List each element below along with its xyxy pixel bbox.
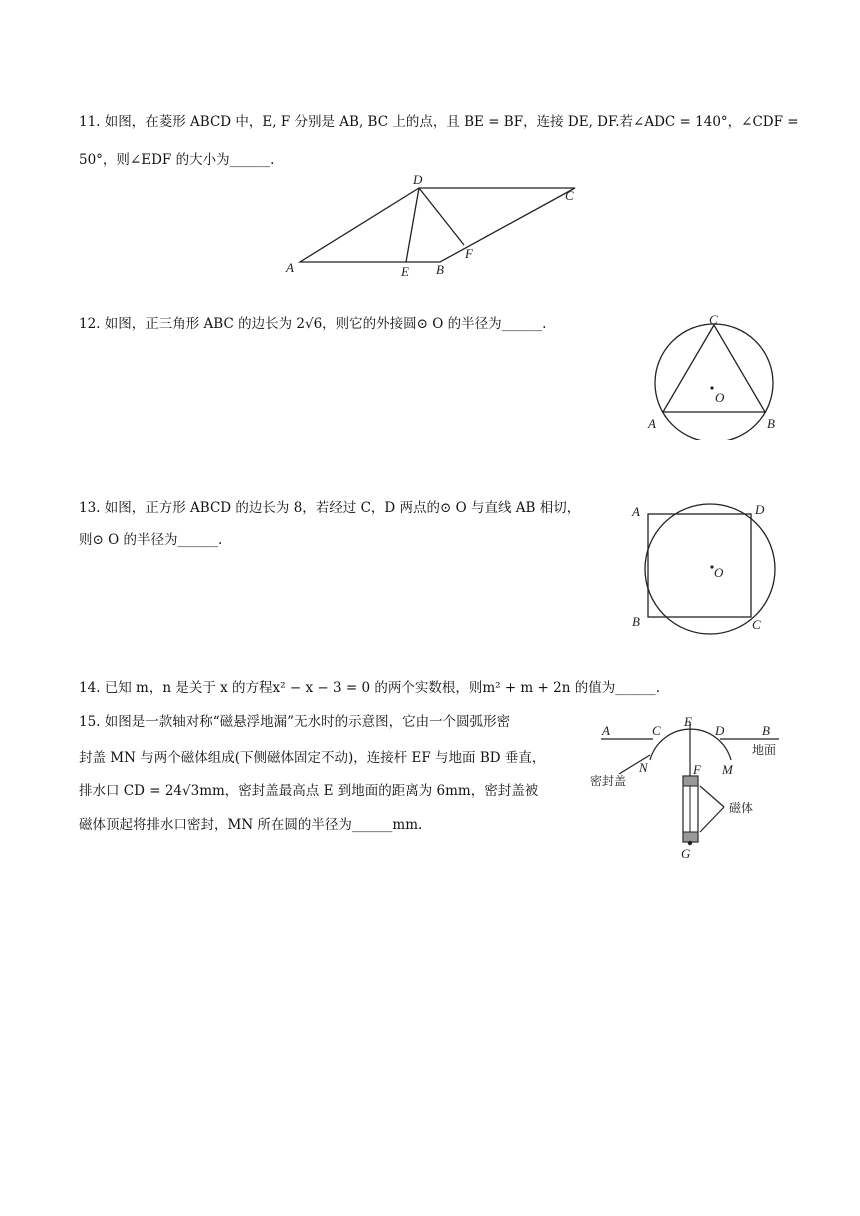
label-c: C (709, 312, 718, 327)
label-f: F (465, 246, 473, 261)
label-d: D (413, 172, 423, 187)
label-a: A (602, 723, 610, 738)
label-b: B (436, 262, 444, 277)
label-d: D (755, 502, 765, 517)
label-a: A (632, 504, 640, 519)
q12-triangle-circle-figure (640, 310, 790, 440)
circumcircle-o (655, 324, 773, 440)
triangle-abc (663, 325, 765, 412)
label-f: F (693, 762, 701, 777)
point-g (688, 841, 692, 845)
magnet-top (683, 776, 698, 786)
q12-text-line1: 12. 如图，正三角形 ABC 的边长为 2√6，则它的外接圆⊙ O 的半径为______. (79, 316, 547, 332)
label-c: C (752, 617, 761, 632)
segment-de (406, 188, 419, 262)
label-e: E (684, 714, 692, 729)
label-n: N (639, 760, 648, 775)
label-g: G (681, 846, 691, 861)
q14-text-line1: 14. 已知 m，n 是关于 x 的方程x² − x − 3 = 0 的两个实数根，则m² + m + 2n 的值为______. (79, 680, 660, 696)
q15-text-line4: 磁体顶起将排水口密封，MN 所在圆的半径为______mm. (79, 817, 423, 833)
label-ground: 地面 (752, 743, 777, 757)
magnet-pointer-top (700, 786, 724, 807)
label-magnet: 磁体 (729, 801, 754, 815)
label-a: A (286, 260, 294, 275)
magnet-pointer-bottom (700, 807, 724, 832)
square-abcd (648, 514, 751, 617)
label-d: D (715, 723, 725, 738)
label-m: M (722, 762, 733, 777)
q13-text-line2: 则⊙ O 的半径为______. (79, 532, 223, 548)
label-o: O (715, 390, 725, 405)
q11-rhombus-figure (280, 170, 590, 280)
circle-o (645, 504, 775, 634)
q15-text-line3: 排水口 CD = 24√3mm，密封盖最高点 E 到地面的距离为 6mm，密封盖被 (79, 783, 539, 799)
label-e: E (401, 264, 409, 279)
q13-square-circle-figure (622, 498, 782, 638)
q11-text-line1: 11. 如图，在菱形 ABCD 中，E, F 分别是 AB, BC 上的点，且 BE = BF，连接 DE, DF.若∠ADC = 140°，∠CDF = (79, 114, 799, 130)
q13-text-line1: 13. 如图，正方形 ABCD 的边长为 8，若经过 C，D 两点的⊙ O 与直线 AB 相切， (79, 500, 581, 516)
center-point-o (710, 386, 713, 389)
label-o: O (714, 565, 724, 580)
segment-df (419, 188, 464, 245)
q15-text-line2: 封盖 MN 与两个磁体组成(下侧磁体固定不动)，连接杆 EF 与地面 BD 垂直， (79, 750, 546, 766)
q15-text-line1: 15. 如图是一款轴对称“磁悬浮地漏”无水时的示意图，它由一个圆弧形密 (79, 714, 511, 730)
label-a: A (648, 416, 656, 431)
label-seal: 密封盖 (590, 774, 627, 788)
label-b: B (767, 416, 775, 431)
q15-floor-drain-figure (586, 712, 786, 862)
rhombus-abcd (300, 188, 575, 262)
label-c: C (652, 723, 661, 738)
label-b: B (762, 723, 770, 738)
label-c: C (565, 188, 574, 203)
label-b: B (632, 614, 640, 629)
magnet-bottom (683, 832, 698, 842)
q11-text-line2: 50°，则∠EDF 的大小为______. (79, 152, 275, 168)
